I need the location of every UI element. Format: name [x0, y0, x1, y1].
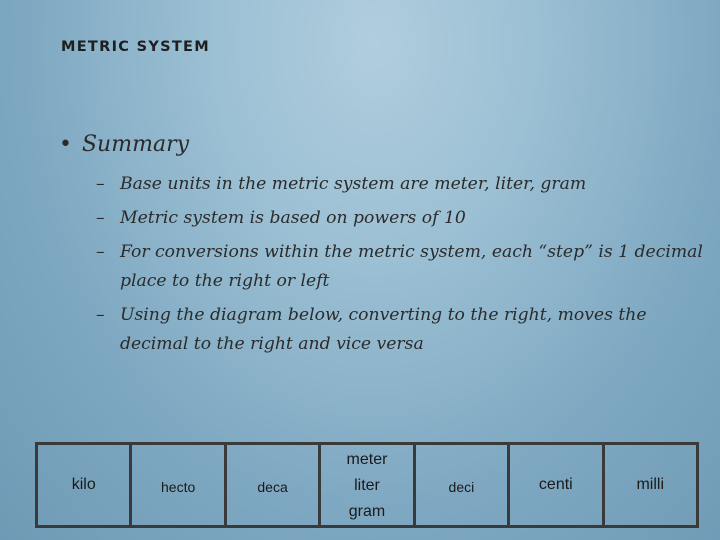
sub-item	[96, 301, 714, 359]
dash-glyph: –	[96, 174, 105, 194]
base-unit-cell	[321, 445, 415, 525]
sub-item	[96, 170, 714, 199]
slide-title: METRIC SYSTEM	[61, 39, 210, 55]
dash-glyph: –	[96, 208, 105, 228]
prefix-cell-kilo: kilo	[38, 445, 132, 525]
sub-item-text: Base units in the metric system are meter, liter, gram	[120, 174, 587, 194]
prefix-cell-hecto: hecto	[132, 445, 226, 525]
sub-item	[96, 204, 714, 233]
summary-sub-list	[96, 170, 714, 364]
base-unit-meter: meter	[346, 451, 388, 468]
prefix-cell-centi: centi	[510, 445, 604, 525]
dash-glyph: –	[96, 242, 105, 262]
base-unit-gram: gram	[348, 503, 386, 520]
metric-prefix-diagram	[35, 442, 699, 528]
summary-bullet	[59, 132, 189, 157]
prefix-cell-deci: deci	[416, 445, 510, 525]
sub-item-text: Metric system is based on powers of 10	[120, 208, 466, 228]
prefix-cell-deca: deca	[227, 445, 321, 525]
summary-label: Summary	[81, 132, 190, 157]
dash-glyph: –	[96, 305, 105, 325]
sub-item-text: For conversions within the metric system, each “step” is 1 decimal place to the right or left	[120, 242, 703, 291]
prefix-cell-milli: milli	[636, 476, 665, 493]
base-unit-liter: liter	[354, 477, 380, 494]
sub-item-text: Using the diagram below, converting to the right, moves the decimal to the right and vice versa	[120, 305, 647, 354]
sub-item	[96, 238, 714, 296]
bullet-glyph: •	[59, 132, 72, 157]
